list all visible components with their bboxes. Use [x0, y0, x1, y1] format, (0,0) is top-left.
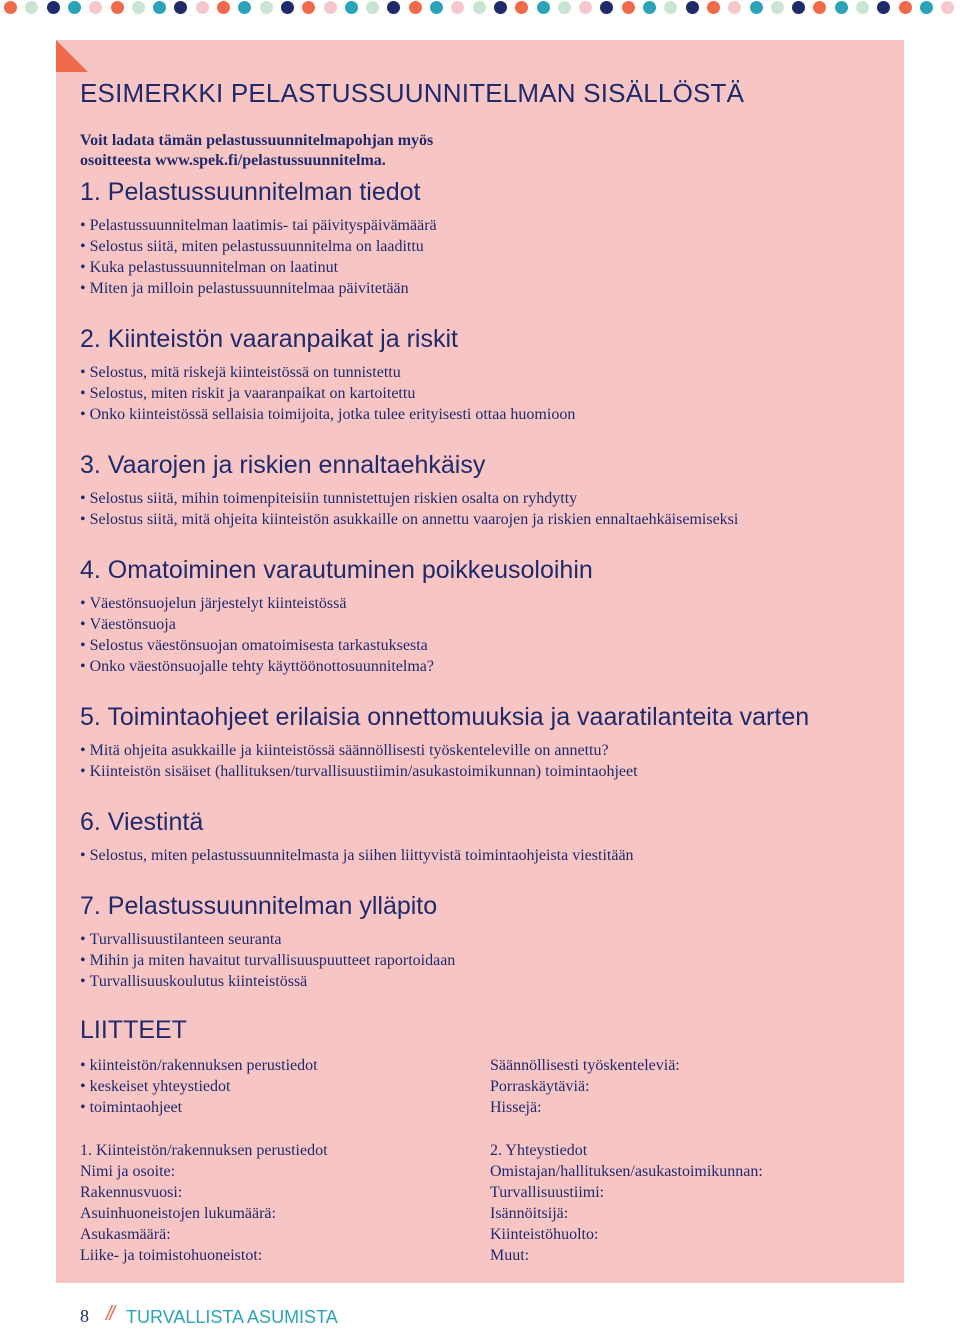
- decorative-dot: [494, 1, 507, 14]
- form-field-label: Asuinhuoneistojen lukumäärä:: [80, 1205, 276, 1222]
- section-2-list: [80, 362, 575, 425]
- list-item: • Onko väestönsuojalle tehty käyttöönottosuunnitelma?: [80, 656, 434, 677]
- decorative-dot: [686, 1, 699, 14]
- decorative-dot: [387, 1, 400, 14]
- decorative-dot: [728, 1, 741, 14]
- staff-counts: [490, 1055, 680, 1118]
- decorative-dot: [473, 1, 486, 14]
- decorative-dot: [643, 1, 656, 14]
- contact-info-form: [490, 1140, 763, 1266]
- list-item: • Selostus, miten riskit ja vaaranpaikat on kartoitettu: [80, 383, 575, 404]
- decorative-dot: [47, 1, 60, 14]
- decorative-dot: [89, 1, 102, 14]
- list-item: • Kuka pelastussuunnitelman on laatinut: [80, 257, 437, 278]
- decorative-dot: [750, 1, 763, 14]
- form-field-label: Asukasmäärä:: [80, 1226, 171, 1243]
- section-1-list: [80, 215, 437, 299]
- list-item: • Pelastussuunnitelman laatimis- tai päivityspäivämäärä: [80, 215, 437, 236]
- list-item: • Selostus siitä, miten pelastussuunnitelma on laadittu: [80, 236, 437, 257]
- intro-line-1: Voit ladata tämän pelastussuunnitelmapohjan myös: [80, 132, 434, 149]
- decorative-dot: [877, 1, 890, 14]
- form-field-label: Kiinteistöhuolto:: [490, 1226, 599, 1243]
- decorative-dot-row: [0, 0, 960, 20]
- list-item: • Mitä ohjeita asukkaille ja kiinteistössä säännöllisesti työskenteleville on annettu?: [80, 740, 638, 761]
- decorative-dot: [217, 1, 230, 14]
- property-basic-info-form: [80, 1140, 328, 1266]
- list-item: • Turvallisuustilanteen seuranta: [80, 929, 455, 950]
- form-field-label: Nimi ja osoite:: [80, 1163, 176, 1180]
- form-field-label: Porraskäytäviä:: [490, 1078, 590, 1095]
- section-3-list: [80, 488, 738, 530]
- list-item: • kiinteistön/rakennuksen perustiedot: [80, 1055, 318, 1076]
- list-item: • keskeiset yhteystiedot: [80, 1076, 318, 1097]
- decorative-dot: [600, 1, 613, 14]
- decorative-dot: [856, 1, 869, 14]
- decorative-dot: [281, 1, 294, 14]
- section-3-heading: 3. Vaarojen ja riskien ennaltaehkäisy: [80, 451, 486, 479]
- decorative-dot: [4, 1, 17, 14]
- page-number: 8: [80, 1306, 89, 1326]
- list-item: • Selostus, miten pelastussuunnitelmasta ja siihen liittyvistä toimintaohjeista viestitään: [80, 845, 634, 866]
- form-field-label: Isännöitsijä:: [490, 1205, 569, 1222]
- decorative-dot: [260, 1, 273, 14]
- section-6-list: [80, 845, 634, 866]
- decorative-dot: [622, 1, 635, 14]
- section-6-heading: 6. Viestintä: [80, 808, 204, 836]
- decorative-dot: [813, 1, 826, 14]
- attachments-heading: LIITTEET: [80, 1016, 187, 1044]
- decorative-dot: [25, 1, 38, 14]
- decorative-dot: [345, 1, 358, 14]
- decorative-dot: [515, 1, 528, 14]
- decorative-dot: [68, 1, 81, 14]
- list-item: • toimintaohjeet: [80, 1097, 318, 1118]
- section-7-heading: 7. Pelastussuunnitelman ylläpito: [80, 892, 438, 920]
- list-item: • Turvallisuuskoulutus kiinteistössä: [80, 971, 455, 992]
- decorative-dot: [664, 1, 677, 14]
- decorative-dot: [899, 1, 912, 14]
- form-field-label: Liike- ja toimistohuoneistot:: [80, 1247, 263, 1264]
- form-field-label: Säännöllisesti työskenteleviä:: [490, 1057, 680, 1074]
- list-item: • Väestönsuoja: [80, 614, 434, 635]
- decorative-dot: [920, 1, 933, 14]
- decorative-dot: [771, 1, 784, 14]
- form-field-label: Turvallisuustiimi:: [490, 1184, 605, 1201]
- decorative-dot: [941, 1, 954, 14]
- list-item: • Kiinteistön sisäiset (hallituksen/turvallisuustiimin/asukastoimikunnan) toimintaohjeet: [80, 761, 638, 782]
- list-item: • Mihin ja miten havaitut turvallisuuspuutteet raportoidaan: [80, 950, 455, 971]
- section-5-list: [80, 740, 638, 782]
- decorative-dot: [324, 1, 337, 14]
- decorative-dot: [111, 1, 124, 14]
- form-title: 1. Kiinteistön/rakennuksen perustiedot: [80, 1142, 328, 1159]
- list-item: • Väestönsuojelun järjestelyt kiinteistössä: [80, 593, 434, 614]
- decorative-dot: [196, 1, 209, 14]
- section-2-heading: 2. Kiinteistön vaaranpaikat ja riskit: [80, 325, 458, 353]
- section-4-list: [80, 593, 434, 677]
- attachments-list: [80, 1055, 318, 1118]
- intro-text: [80, 131, 433, 171]
- decorative-dot: [153, 1, 166, 14]
- footer-separator: //: [106, 1303, 114, 1325]
- decorative-dot: [409, 1, 422, 14]
- decorative-dot: [174, 1, 187, 14]
- list-item: • Selostus siitä, mihin toimenpiteisiin tunnistettujen riskien osalta on ryhdytty: [80, 488, 738, 509]
- decorative-dot: [451, 1, 464, 14]
- corner-accent: [56, 40, 88, 72]
- form-title: 2. Yhteystiedot: [490, 1142, 588, 1159]
- section-5-heading: 5. Toimintaohjeet erilaisia onnettomuuksia ja vaaratilanteita varten: [80, 703, 810, 731]
- section-4-heading: 4. Omatoiminen varautuminen poikkeusoloihin: [80, 556, 593, 584]
- form-field-label: Rakennusvuosi:: [80, 1184, 183, 1201]
- list-item: • Selostus, mitä riskejä kiinteistössä on tunnistettu: [80, 362, 575, 383]
- publication-title: TURVALLISTA ASUMISTA: [126, 1307, 338, 1327]
- decorative-dot: [366, 1, 379, 14]
- list-item: • Selostus siitä, mitä ohjeita kiinteistön asukkaille on annettu vaarojen ja riskien ennaltaehkäisemiseksi: [80, 509, 738, 530]
- decorative-dot: [579, 1, 592, 14]
- section-7-list: [80, 929, 455, 992]
- form-field-label: Omistajan/hallituksen/asukastoimikunnan:: [490, 1163, 763, 1180]
- decorative-dot: [238, 1, 251, 14]
- decorative-dot: [537, 1, 550, 14]
- decorative-dot: [835, 1, 848, 14]
- section-1-heading: 1. Pelastussuunnitelman tiedot: [80, 178, 421, 206]
- form-field-label: Muut:: [490, 1247, 530, 1264]
- list-item: • Onko kiinteistössä sellaisia toimijoita, jotka tulee erityisesti ottaa huomioon: [80, 404, 575, 425]
- decorative-dot: [302, 1, 315, 14]
- decorative-dot: [430, 1, 443, 14]
- decorative-dot: [558, 1, 571, 14]
- decorative-dot: [792, 1, 805, 14]
- list-item: • Selostus väestönsuojan omatoimisesta tarkastuksesta: [80, 635, 434, 656]
- intro-line-2: osoitteesta www.spek.fi/pelastussuunnitelma.: [80, 152, 386, 169]
- decorative-dot: [132, 1, 145, 14]
- page-title: ESIMERKKI PELASTUSSUUNNITELMAN SISÄLLÖSTÄ: [80, 78, 745, 108]
- list-item: • Miten ja milloin pelastussuunnitelmaa päivitetään: [80, 278, 437, 299]
- decorative-dot: [707, 1, 720, 14]
- form-field-label: Hissejä:: [490, 1099, 542, 1116]
